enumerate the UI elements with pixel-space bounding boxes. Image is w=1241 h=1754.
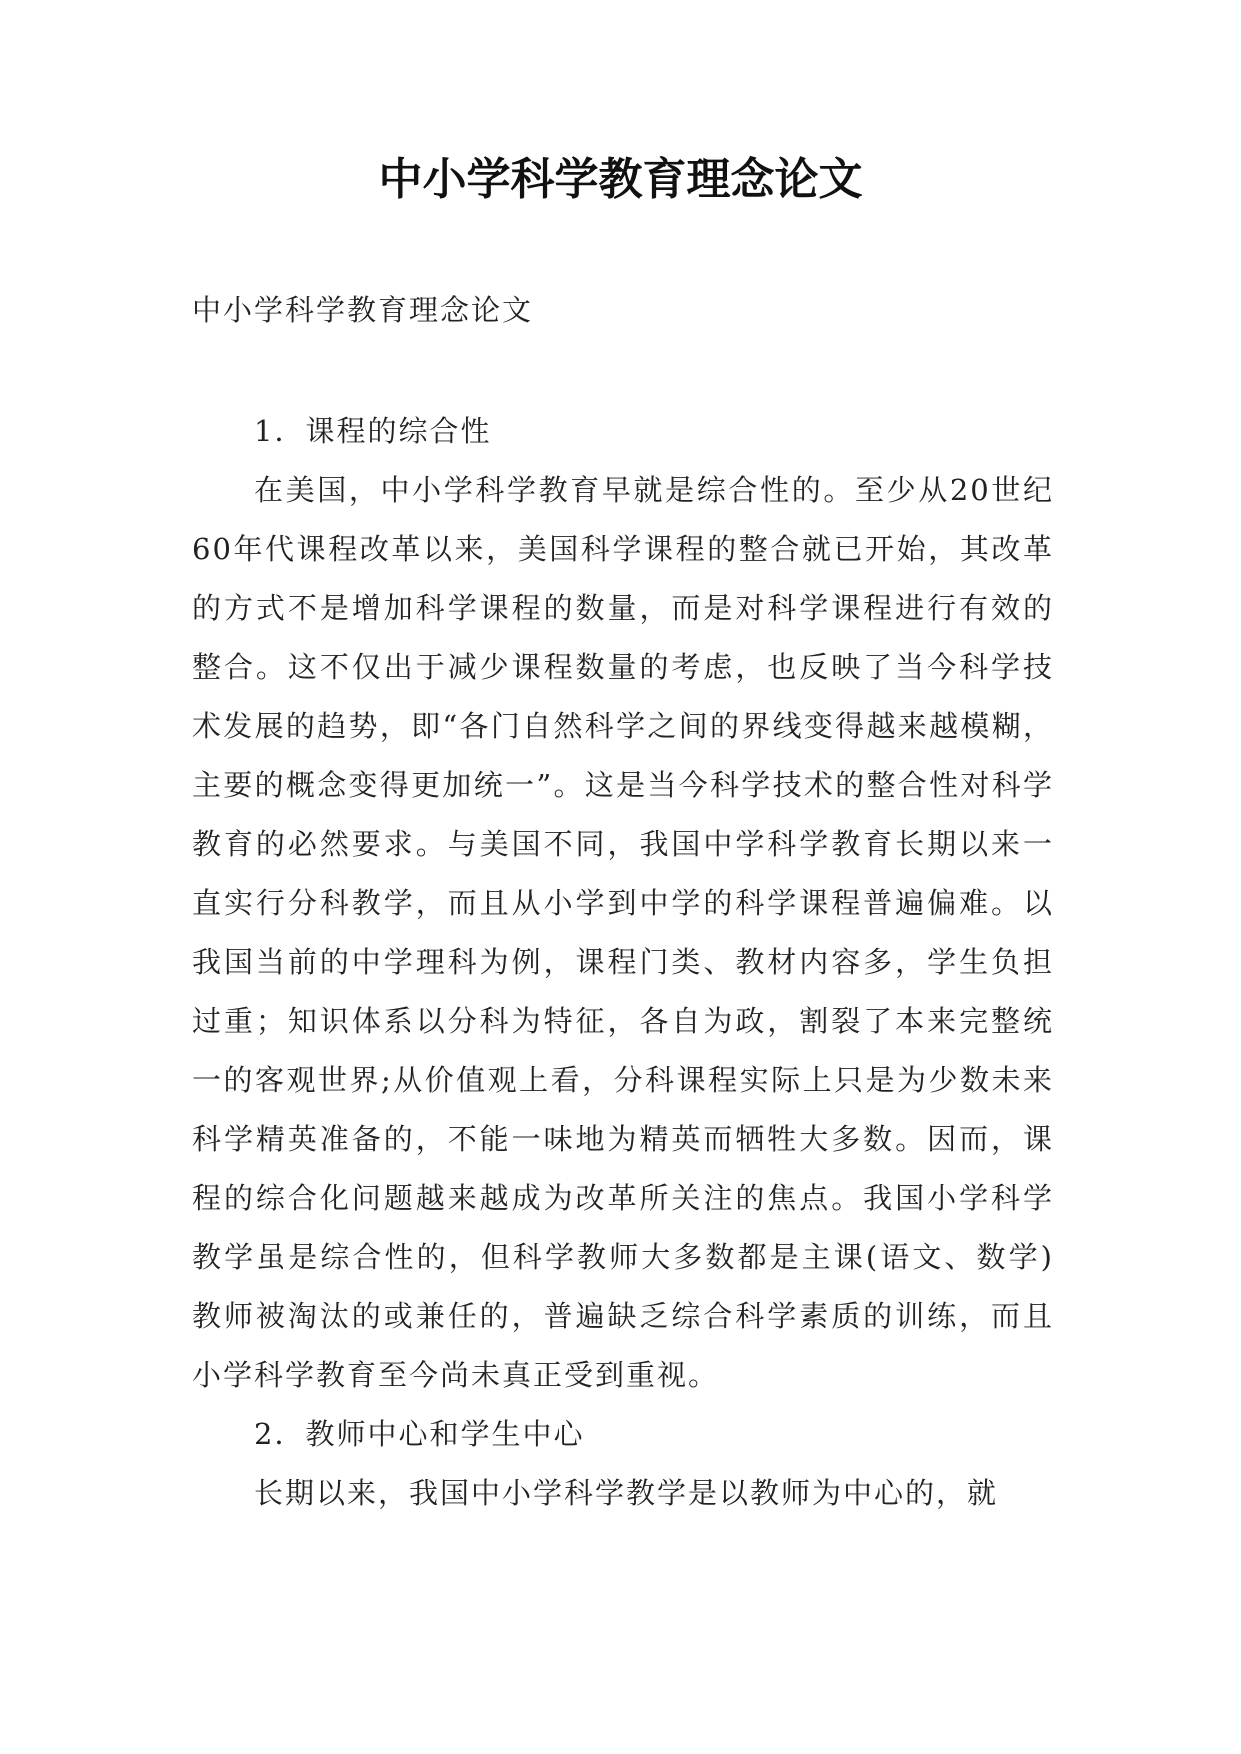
document-title: 中小学科学教育理念论文 (378, 154, 863, 205)
section-paragraph-2: 长期以来，我国中小学科学教学是以教师为中心的，就 (254, 1476, 999, 1510)
document-subtitle: 中小学科学教育理念论文 (192, 293, 534, 327)
section-heading-2: 2．教师中心和学生中心 (254, 1417, 585, 1451)
section-heading-1: 1．课程的综合性 (254, 414, 492, 448)
document-body (192, 402, 1054, 1523)
section-paragraph-1: 在美国，中小学科学教育早就是综合性的。至少从20世纪60年代课程改革以来，美国科学课程的整合就已开始，其改革的方式不是增加科学课程的数量，而是对科学课程进行有效的整合。这不仅出于减少课程数量的考虑，也反映了当今科学技术发展的趋势，即“各门自然科学之间的界线变得越来越模糊，主要的概念变得更加统一”。这是当今科学技术的整合性对科学教育的必然要求。与美国不同，我国中学科学教育长期以来一直实行分科教学，而且从小学到中学的科学课程普遍偏难。以我国当前的中学理科为例，课程门类、教材内容多，学生负担过重；知识体系以分科为特征，各自为政，割裂了本来完整统一的客观世界;从价值观上看，分科课程实际上只是为少数未来科学精英准备的，不能一味地为精英而牺牲大多数。因而，课程的综合化问题越来越成为改革所关注的焦点。我国小学科学教学虽是综合性的，但科学教师大多数都是主课(语文、数学)教师被淘汰的或兼任的，普遍缺乏综合科学素质的训练，而且小学科学教育至今尚未真正受到重视。 (192, 473, 1054, 1392)
